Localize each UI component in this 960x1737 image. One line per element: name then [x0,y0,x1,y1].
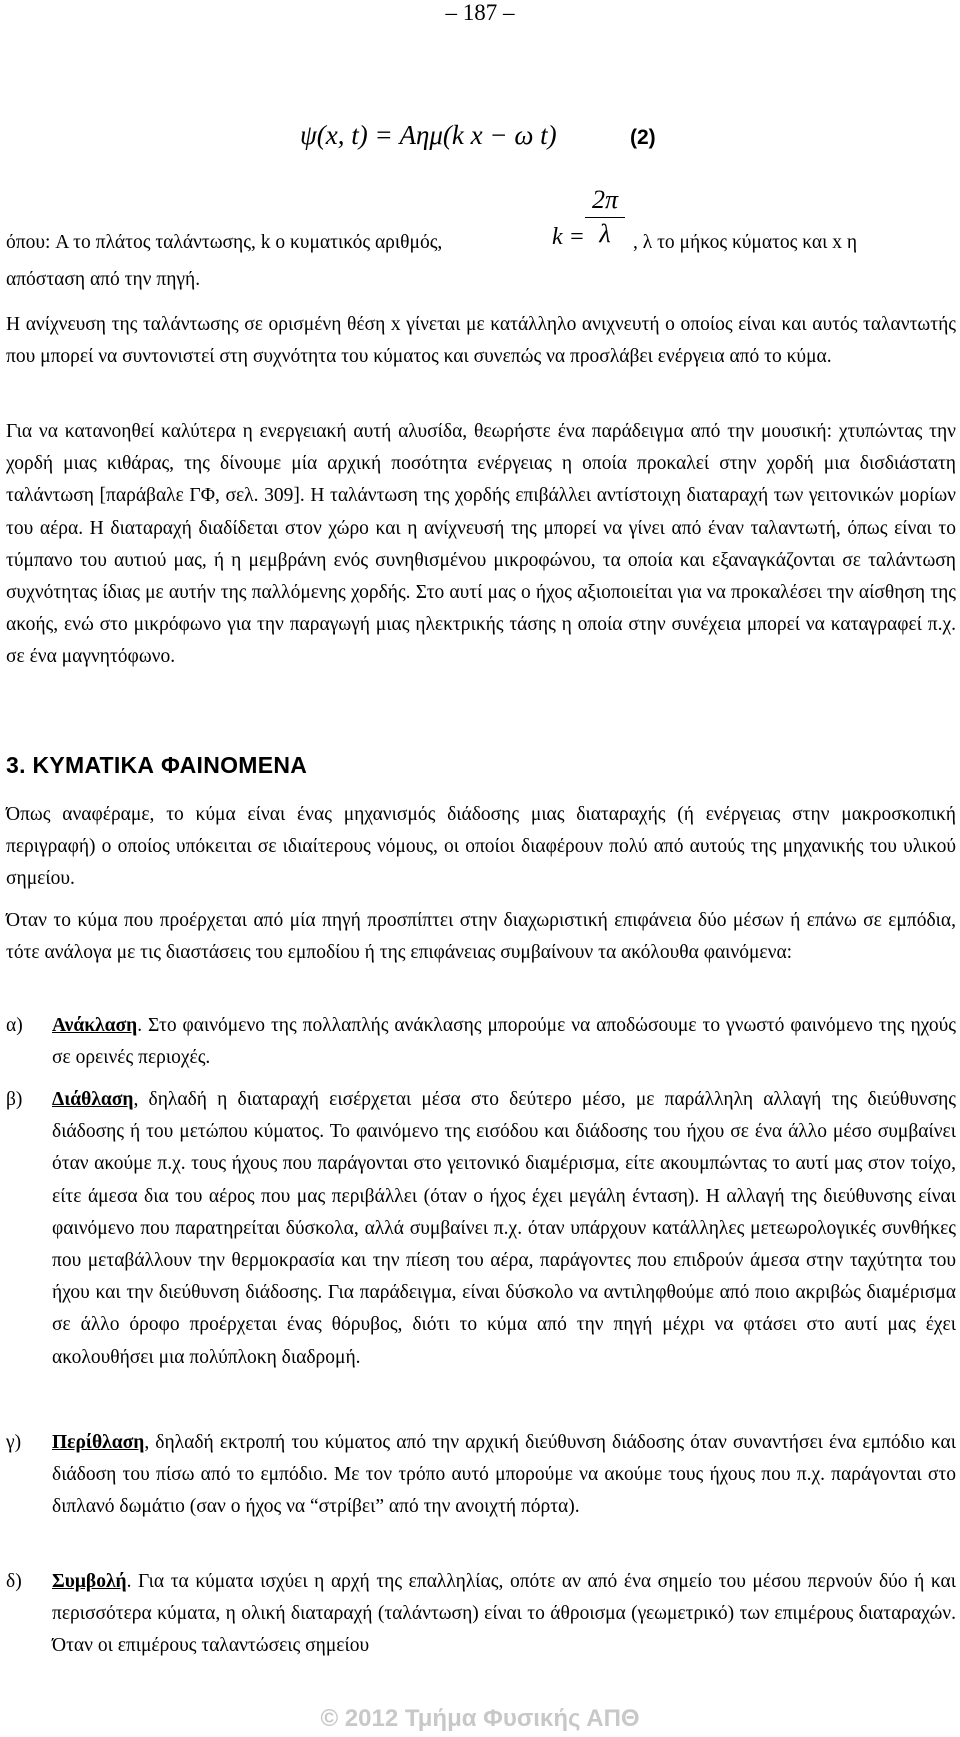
page-number: – 187 – [445,0,515,25]
paragraph-detection: Η ανίχνευση της ταλάντωσης σε ορισμένη θέση x γίνεται με κατάλληλο ανιχνευτή ο οποίος είναι και αυτός ταλαντωτής που μπορεί να συντονιστεί στη συχνότητα του κύματος και συνεπώς να προσλάβει ενέργεια από το κύμα. [6,314,956,368]
list-item-label: β) [6,1089,23,1110]
list-item-refraction [6,1084,956,1374]
fraction-numerator: 2π [585,183,625,218]
list-item-text: , δηλαδή η διαταραχή εισέρχεται μέσα στο δεύτερο μέσο, με παράλληλη αλλαγή της διεύθυνσης διάδοσης ή του μετώπου κύματος. Το φαινόμενο της εισόδου και διάδοσης του ήχου σε ένα άλλο μέσο συμβαίνει όταν ακούμε π.χ. τους ήχους που παράγονται στο γειτονικό διαμέρισμα, είτε ακουμπώντας το αυτί μας στον τοίχο, είτε άμεσα δια του αέρος που μας περιβάλλει (όταν ο ήχος έχει μεγάλη ένταση). Η αλλαγή της διεύθυνσης είναι φαινόμενο που παρατηρείται δύσκολα, αλλά συμβαίνει π.χ. όταν υπάρχουν κατάλληλες μετεωρολογικές συνθήκες που μεταβάλλουν την θερμοκρασία και την πίεση του αέρα, παράγοντες που επιδρούν άμεσα στην ταχύτητα του ήχου και την διεύθυνση διάδοσης. Για παράδειγμα, είναι δύσκολο να αντιληφθούμε από ποιο ακριβώς διαμέρισμα σε άλλο όροφο προέρχεται ένας θόρυβος, διότι το κύμα από την πηγή μέχρι να φτάσει στο αυτί μας έχει ακολουθήσει μια πολύπλοκη διαδρομή. [52,1089,956,1368]
list-item-label: γ) [6,1432,22,1453]
term-refraction: Διάθλαση [52,1089,134,1110]
paragraph-phenomena-intro: Όταν το κύμα που προέρχεται από μία πηγή προσπίπτει στην διαχωριστική επιφάνεια δύο μέσων ή επάνω σε εμπόδια, τότε ανάλογα με τις διαστάσεις του εμποδίου ή της επιφάνειας συμβαίνουν τα ακόλουθα φαινόμενα: [6,910,956,964]
list-item-label: δ) [6,1571,22,1592]
equation-body: ψ(x, t) = Aημ(k x − ω t) [300,120,557,150]
list-item-diffraction [6,1427,956,1524]
list-item-text: , δηλαδή εκτροπή του κύματος από την αρχική διεύθυνση διάδοσης όταν συναντήσει ένα εμπόδιο και διάδοση του πίσω από το εμπόδιο. Με τον τρόπο αυτό μπορούμε να ακούμε τους ήχους που π.χ. παράγονται στο διπλανό δωμάτιο (σαν ο ήχος να “στρίβει” από την ανοιχτή πόρτα). [52,1432,956,1518]
list-item-reflection [6,1010,956,1074]
paragraph-wave-mechanism: Όπως αναφέραμε, το κύμα είναι ένας μηχανισμός διάδοσης μιας διαταραχής (ή ενέργειας στην μακροσκοπική περιγραφή) ο οποίος υπόκειται σε ιδιαίτερους νόμους, οι οποίοι διαφέρουν πολύ από αυτούς της μηχανικής του υλικού σημείου. [6,804,956,890]
definitions-start: όπου: A το πλάτος ταλάντωσης, k ο κυματικός αριθμός, [6,232,443,253]
definitions-continued: απόσταση από την πηγή. [6,269,201,290]
list-item-label: α) [6,1015,23,1036]
wavenumber-fraction [585,183,625,250]
term-interference: Συμβολή [52,1571,127,1592]
list-item-text: . Για τα κύματα ισχύει η αρχή της επαλληλίας, οπότε αν από ένα σημείο του μέσου περνούν δύο ή και περισσότερα κύματα, η ολική διαταραχή (ταλάντωση) είναι το άθροισμα (γεωμετρικό) των επιμέρους διαταραχών. Όταν οι επιμέρους ταλαντώσεις σημείου [52,1571,956,1657]
definitions-end: , λ το μήκος κύματος και x η [633,232,858,253]
wavenumber-symbol: k = [552,224,585,250]
list-item-interference [6,1566,956,1663]
term-reflection: Ανάκλαση [52,1015,138,1036]
equation-number: (2) [630,126,656,149]
wave-equation [300,120,656,151]
fraction-denominator: λ [599,219,611,248]
term-diffraction: Περίθλαση [52,1432,145,1453]
copyright-watermark: © 2012 Τμήμα Φυσικής ΑΠΘ [320,1705,640,1732]
paragraph-guitar-example: Για να κατανοηθεί καλύτερα η ενεργειακή αυτή αλυσίδα, θεωρήστε ένα παράδειγμα από την μουσική: χτυπώντας την χορδή μιας κιθάρας, της δίνουμε μία αρχική ποσότητα ενέργειας η οποία προκαλεί στην χορδή μια δισδιάστατη ταλάντωση [παράβαλε ΓΦ, σελ. 309]. Η ταλάντωση της χορδής επιβάλλει αντίστοιχη διαταραχή των γειτονικών μορίων του αέρα. Η διαταραχή διαδίδεται στον χώρο και η ανίχνευσή της μπορεί να γίνει από έναν ταλαντωτή, όπως είναι το τύμπανο του αυτιού μας, ή η μεμβράνη ενός συνηθισμένου μικροφώνου, τα οποία και εξαναγκάζονται σε ταλάντωση συχνότητας ίδιας με αυτήν της παλλόμενης χορδής. Στο αυτί μας ο ήχος αξιοποιείται για να προκαλέσει την αίσθηση της ακοής, ενώ στο μικρόφωνο για την παραγωγή μιας ηλεκτρικής τάσης η οποία στην συνέχεια μπορεί να καταγραφεί π.χ. σε ένα μαγνητόφωνο. [6,421,956,668]
section-heading: 3. ΚΥΜΑΤΙΚΑ ΦΑΙΝΟΜΕΝΑ [6,752,308,778]
list-item-text: . Στο φαινόμενο της πολλαπλής ανάκλασης μπορούμε να αποδώσουμε το γνωστό φαινόμενο της ηχούς σε ορεινές περιοχές. [52,1015,956,1069]
